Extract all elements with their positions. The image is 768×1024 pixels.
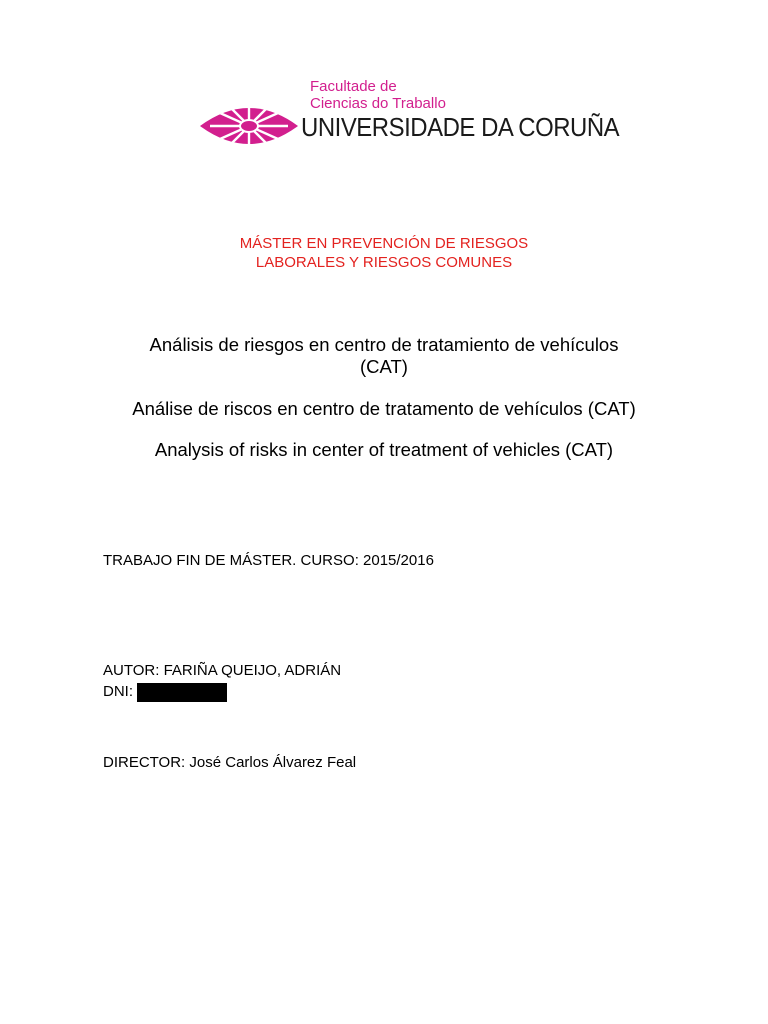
university-logo xyxy=(200,76,620,156)
director-info: DIRECTOR: José Carlos Álvarez Feal xyxy=(103,754,357,771)
title-spanish-line2: (CAT) xyxy=(360,356,408,377)
title-galician: Análise de riscos en centro de tratamento de vehículos (CAT) xyxy=(132,398,636,419)
redacted-dni xyxy=(137,683,227,702)
dni-label: DNI: xyxy=(103,683,133,700)
course-info: TRABAJO FIN DE MÁSTER. CURSO: 2015/2016 xyxy=(103,552,434,569)
faculty-name-line2: Ciencias do Traballo xyxy=(310,95,446,112)
program-title xyxy=(0,234,768,272)
author-info: AUTOR: FARIÑA QUEIJO, ADRIÁN xyxy=(103,662,342,679)
dni-row xyxy=(103,683,227,702)
udc-emblem-icon xyxy=(200,102,298,150)
university-name: UNIVERSIDADE DA CORUÑA xyxy=(301,112,620,142)
program-title-line1: MÁSTER EN PREVENCIÓN DE RIESGOS xyxy=(239,235,529,252)
program-title-line2: LABORALES Y RIESGOS COMUNES xyxy=(255,254,513,271)
faculty-name-line1: Facultade de xyxy=(310,78,397,95)
title-spanish-line1: Análisis de riesgos en centro de tratamiento de vehículos xyxy=(149,334,619,355)
title-english: Analysis of risks in center of treatment of vehicles (CAT) xyxy=(154,439,614,460)
